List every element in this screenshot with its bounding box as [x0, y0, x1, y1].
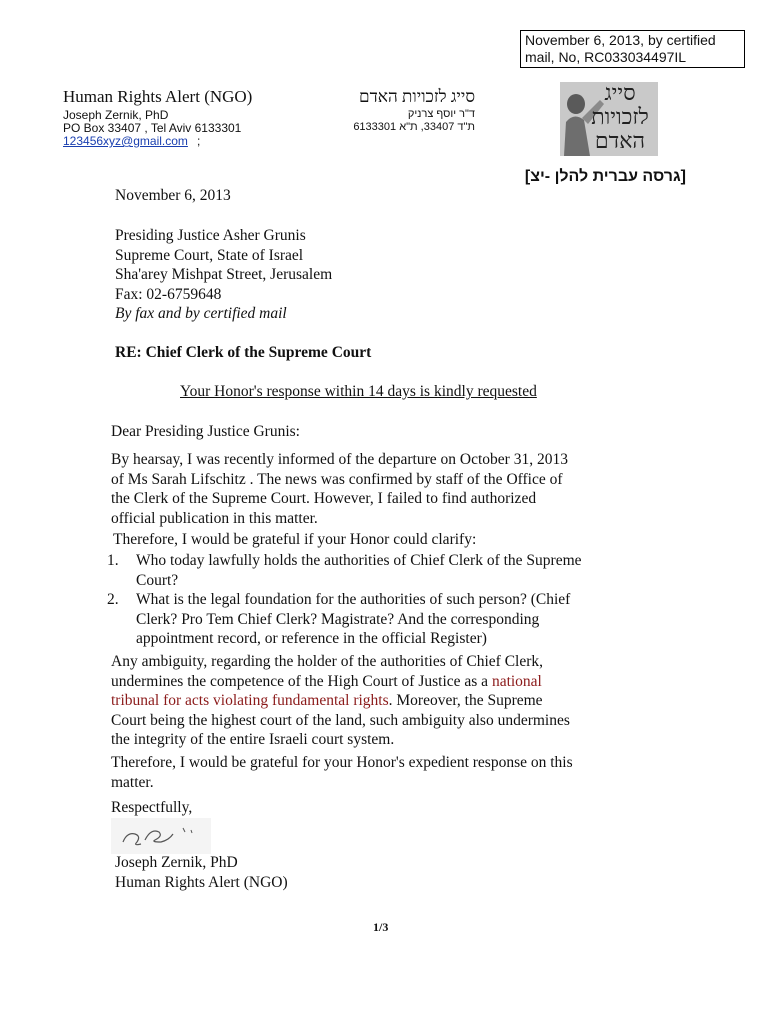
- list-number: 1.: [107, 552, 119, 569]
- recipient-fax: Fax: 02-6759648: [115, 285, 222, 303]
- org-address: PO Box 33407 , Tel Aviv 6133301: [63, 121, 242, 135]
- paragraph-text: . Moreover, the Supreme: [388, 692, 543, 709]
- paragraph-line: the Clerk of the Supreme Court. However, I failed to find authorized: [111, 490, 537, 507]
- list-line: Clerk? Pro Tem Chief Clerk? Magistrate? And the corresponding: [136, 610, 540, 628]
- paragraph-1: [111, 450, 651, 528]
- paragraph-line: matter.: [111, 773, 154, 791]
- recipient-name: Presiding Justice Asher Grunis: [115, 227, 306, 244]
- signer-org: Human Rights Alert (NGO): [115, 874, 288, 891]
- list-item: [107, 551, 662, 590]
- list-item: [107, 590, 662, 649]
- highlighted-text: tribunal for acts violating fundamental rights: [111, 692, 389, 709]
- heb-address: ת"ד 33407, ת"א 6133301: [353, 121, 475, 133]
- certified-mail-box: [520, 30, 745, 68]
- email-separator: ;: [197, 134, 201, 148]
- org-person: Joseph Zernik, PhD: [63, 108, 169, 122]
- recipient-street: Sha'arey Mishpat Street, Jerusalem: [115, 266, 333, 283]
- signature-icon: [111, 818, 211, 854]
- closing: Respectfully,: [111, 799, 193, 816]
- heb-org-name: סייג לזכויות האדם: [359, 87, 475, 106]
- salutation: Dear Presiding Justice Grunis:: [111, 423, 300, 440]
- list-line: What is the legal foundation for the authorities of such person? (Chief: [136, 591, 571, 608]
- signer-block: [115, 853, 288, 893]
- list-line: Court?: [136, 571, 179, 589]
- question-list: [107, 551, 662, 649]
- paragraph-line: [111, 672, 651, 692]
- list-line: appointment record, or reference in the official Register): [136, 630, 487, 647]
- recipient-court: Supreme Court, State of Israel: [115, 246, 304, 264]
- paragraph-line: Any ambiguity, regarding the holder of the authorities of Chief Clerk,: [111, 653, 544, 670]
- subject-line: RE: Chief Clerk of the Supreme Court: [115, 344, 372, 361]
- org-logo: [560, 82, 658, 156]
- recipient-address: [115, 226, 332, 324]
- logo-text: סייג לזכויות האדם: [591, 82, 649, 154]
- paragraph-4: [111, 753, 651, 792]
- paragraph-line: [111, 691, 651, 711]
- certified-line-1: November 6, 2013, by certified: [525, 32, 716, 48]
- paragraph-3: [111, 652, 651, 750]
- list-line: Who today lawfully holds the authorities of Chief Clerk of the Supreme: [136, 552, 582, 569]
- paragraph-line: of Ms Sarah Lifschitz . The news was confirmed by staff of the Office of: [111, 470, 563, 488]
- list-number: 2.: [107, 591, 119, 608]
- certified-line-2: mail, No, RC033034497IL: [525, 49, 687, 65]
- letter-date: November 6, 2013: [115, 187, 231, 204]
- org-email-link[interactable]: 123456xyz@gmail.com: [63, 134, 188, 148]
- paragraph-line: Court being the highest court of the land, such ambiguity also undermines: [111, 711, 570, 729]
- highlighted-text: national: [491, 672, 542, 690]
- delivery-method: By fax and by certified mail: [115, 305, 287, 322]
- response-request: Your Honor's response within 14 days is kindly requested: [180, 383, 537, 400]
- clarify-intro: Therefore, I would be grateful if your Honor could clarify:: [113, 531, 477, 548]
- paragraph-line: By hearsay, I was recently informed of the departure on October 31, 2013: [111, 451, 568, 468]
- hebrew-version-note: [גרסה עברית להלן -יצ]: [524, 168, 686, 185]
- heb-person: ד"ר יוסף צרניק: [407, 108, 475, 120]
- org-name: Human Rights Alert (NGO): [63, 87, 253, 106]
- paragraph-line: the integrity of the entire Israeli court system.: [111, 731, 395, 748]
- signer-name: Joseph Zernik, PhD: [115, 854, 238, 871]
- page-number: 1/3: [373, 920, 389, 934]
- paragraph-line: Therefore, I would be grateful for your Honor's expedient response on this: [111, 754, 573, 771]
- paragraph-line: official publication in this matter.: [111, 509, 318, 527]
- paragraph-text: undermines the competence of the High Court of Justice as a: [111, 672, 492, 690]
